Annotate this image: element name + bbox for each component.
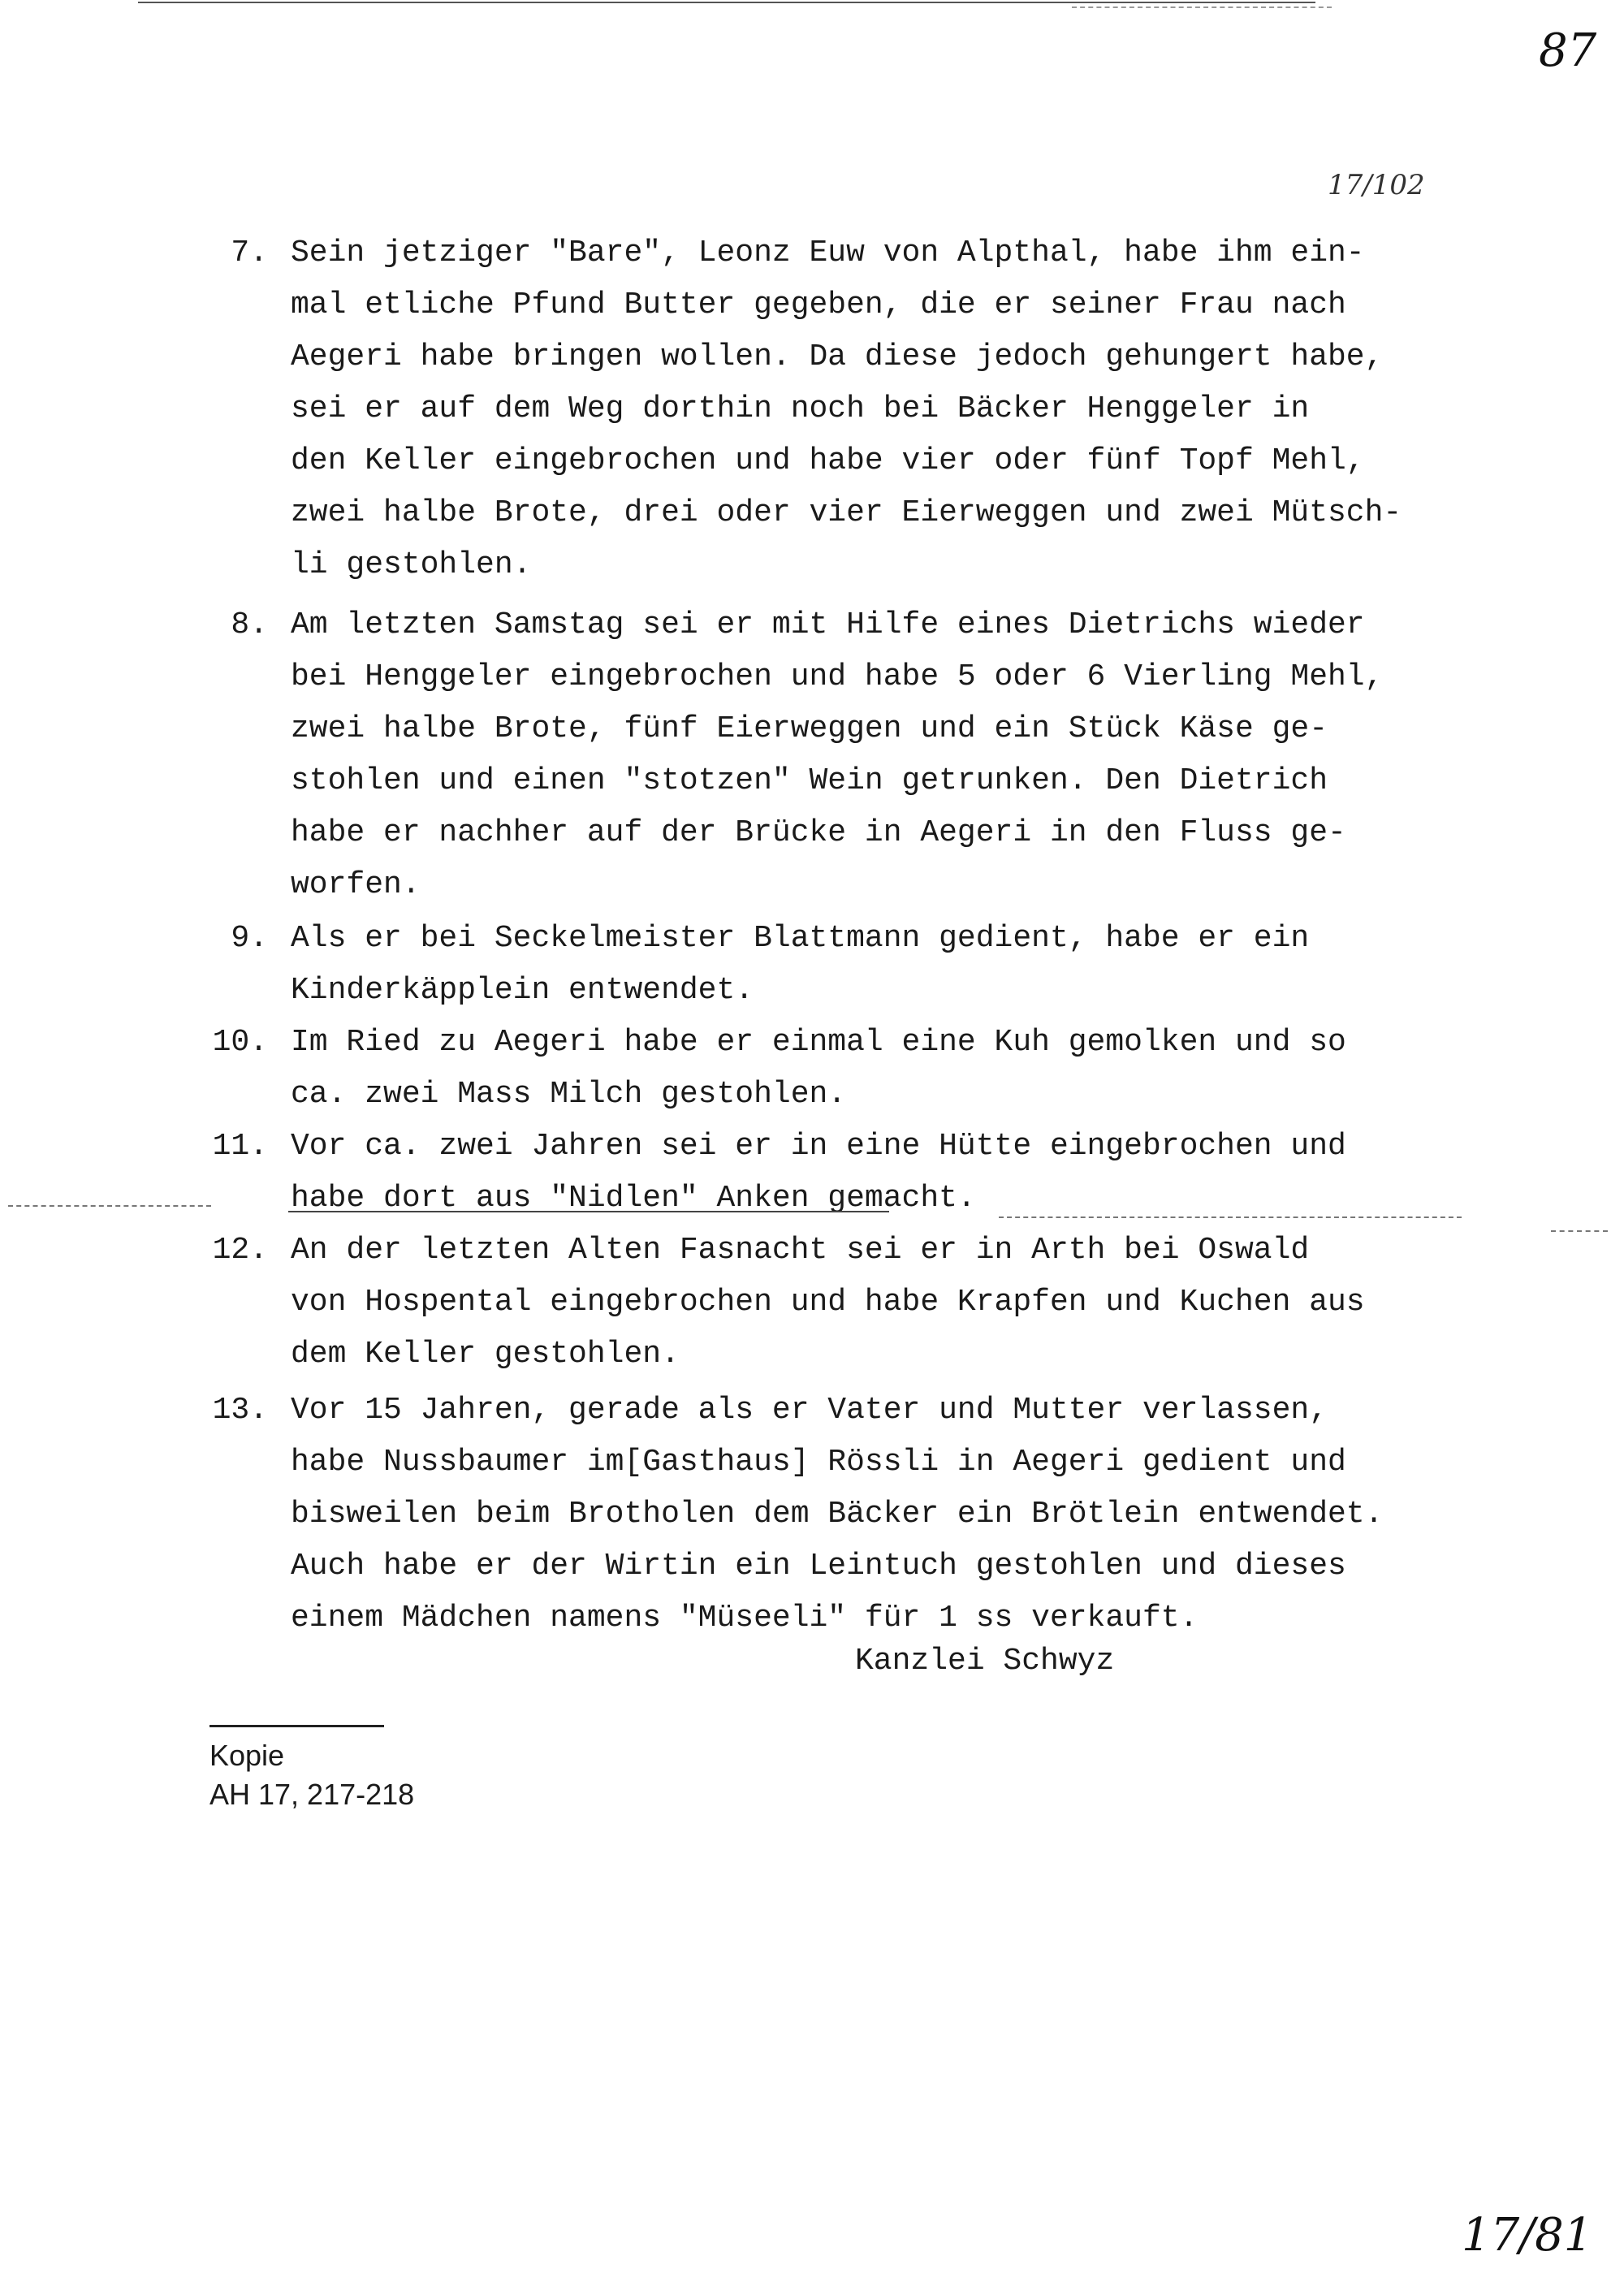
entry-text-line: Sein jetziger "Bare", Leonz Euw von Alpthal, habe ihm ein- — [291, 236, 1365, 270]
entry-text-line: einem Mädchen namens "Müseeli" für 1 ss verkauft. — [291, 1601, 1199, 1636]
entry-number: 9. — [231, 921, 268, 956]
handwritten-folio-number: 87 — [1539, 24, 1597, 77]
entry-text-line: von Hospental eingebrochen und habe Krapfen und Kuchen aus — [291, 1285, 1365, 1320]
entry-text-line: sei er auf dem Weg dorthin noch bei Bäcker Henggeler in — [291, 391, 1310, 426]
entry-number: 8. — [231, 607, 268, 642]
entry-number: 7. — [231, 236, 268, 270]
copy-label: Kopie — [209, 1739, 285, 1772]
entry-number: 11. — [212, 1129, 268, 1164]
entry-text-line: li gestohlen. — [291, 547, 532, 582]
entry-text-line: Im Ried zu Aegeri habe er einmal eine Kuh gemolken und so — [291, 1025, 1346, 1060]
top-edge-scan-artifact — [1072, 6, 1332, 8]
scan-artifact-right — [999, 1216, 1462, 1218]
entry-text-line: stohlen und einen "stotzen" Wein getrunken. Den Dietrich — [291, 763, 1328, 798]
top-edge-rule — [138, 2, 1315, 3]
handwritten-corner-number: 17/81 — [1462, 2209, 1593, 2262]
entry-text-line: habe Nussbaumer im[Gasthaus] Rössli in Aegeri gedient und — [291, 1445, 1346, 1480]
archive-reference: AH 17, 217-218 — [209, 1778, 415, 1811]
entry-text-line: den Keller eingebrochen und habe vier oder fünf Topf Mehl, — [291, 443, 1365, 478]
entry-text-line: mal etliche Pfund Butter gegeben, die er seiner Frau nach — [291, 287, 1346, 322]
entry-number: 10. — [212, 1025, 268, 1060]
entry-text-line: Vor 15 Jahren, gerade als er Vater und Mutter verlassen, — [291, 1393, 1328, 1428]
signature-kanzlei: Kanzlei Schwyz — [855, 1644, 1115, 1679]
entry-text-line: zwei halbe Brote, drei oder vier Eierweggen und zwei Mütsch- — [291, 495, 1402, 530]
entry-text-line: habe dort aus "Nidlen" Anken gemacht. — [291, 1181, 976, 1216]
entry-text-line: Als er bei Seckelmeister Blattmann gedient, habe er ein — [291, 921, 1310, 956]
scan-artifact-edge — [1551, 1230, 1608, 1232]
entry-text-line: bisweilen beim Brotholen dem Bäcker ein Brötlein entwendet. — [291, 1497, 1384, 1532]
copy-note — [209, 1736, 414, 1814]
entry-text-line: Am letzten Samstag sei er mit Hilfe eines Dietrichs wieder — [291, 607, 1365, 642]
entry-text-line: worfen. — [291, 867, 421, 902]
entry-text-line: Auch habe er der Wirtin ein Leintuch gestohlen und dieses — [291, 1549, 1346, 1584]
scan-artifact-left — [8, 1205, 211, 1207]
footnote-rule — [209, 1725, 384, 1727]
entry-text-line: zwei halbe Brote, fünf Eierweggen und ein Stück Käse ge- — [291, 711, 1328, 746]
entry-text-line: dem Keller gestohlen. — [291, 1337, 680, 1372]
entry-text-line: An der letzten Alten Fasnacht sei er in Arth bei Oswald — [291, 1233, 1310, 1268]
entry-number: 13. — [212, 1393, 268, 1428]
entry-text-line: habe er nachher auf der Brücke in Aegeri in den Fluss ge- — [291, 815, 1346, 850]
entry-text-line: ca. zwei Mass Milch gestohlen. — [291, 1077, 847, 1112]
entry-text-line: bei Henggeler eingebrochen und habe 5 oder 6 Vierling Mehl, — [291, 659, 1384, 694]
reference-number: 17/102 — [1328, 169, 1425, 201]
entry-text-line: Aegeri habe bringen wollen. Da diese jedoch gehungert habe, — [291, 339, 1384, 374]
entry-text-line: Kinderkäpplein entwendet. — [291, 973, 754, 1008]
entry-text-line: Vor ca. zwei Jahren sei er in eine Hütte eingebrochen und — [291, 1129, 1346, 1164]
entry-number: 12. — [212, 1233, 268, 1268]
scan-underline — [288, 1211, 889, 1212]
